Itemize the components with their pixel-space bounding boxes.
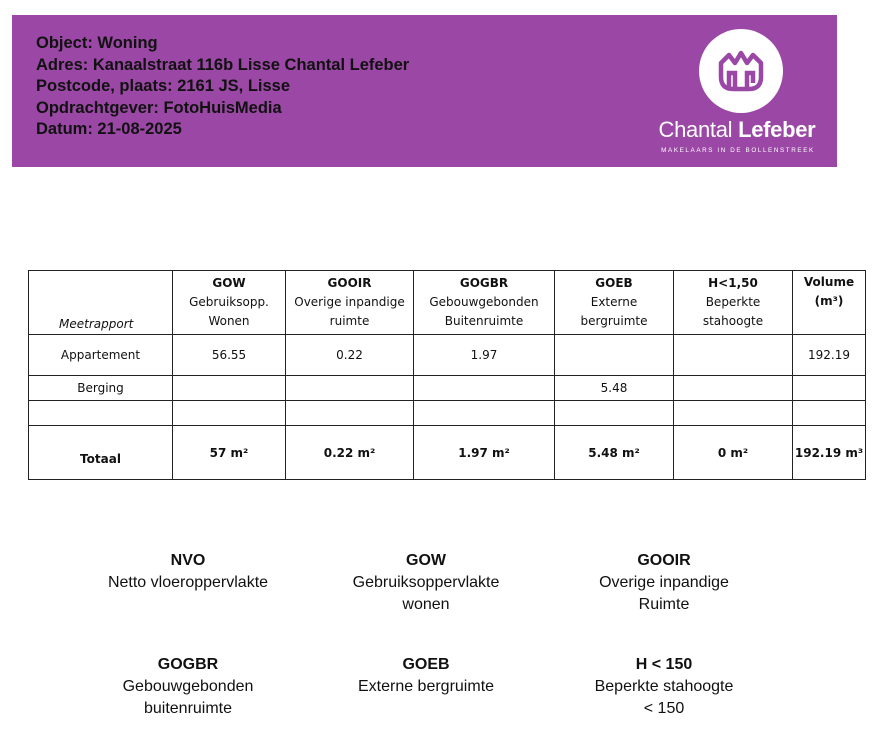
legend-item-gogbr: GOGBR Gebouwgebonden buitenruimte <box>122 656 254 717</box>
table-cell <box>173 376 286 401</box>
table-cell: 56.55 <box>173 335 286 376</box>
total-cell: 192.19 m³ <box>793 426 866 480</box>
legend-item-gow: GOW Gebruiksoppervlakte wonen <box>352 552 500 613</box>
report-header <box>12 15 837 167</box>
table-cell: 0.22 <box>286 335 414 376</box>
column-header: H<1,50 Beperkte stahoogte <box>674 271 793 335</box>
legend-item-gooir: GOOIR Overige inpandige Ruimte <box>599 552 729 613</box>
total-cell: 57 m² <box>173 426 286 480</box>
column-header: GOEB Externe bergruimte <box>555 271 674 335</box>
table-corner-label: Meetrapport <box>29 271 173 335</box>
header-opdrachtgever: Opdrachtgever: FotoHuisMedia <box>36 98 282 117</box>
table-cell <box>555 335 674 376</box>
measurement-table <box>28 270 866 480</box>
table-cell <box>793 376 866 401</box>
logo-wordmark <box>652 117 822 143</box>
row-label <box>29 401 173 426</box>
legend-item-nvo: NVO Netto vloeroppervlakte <box>107 552 269 591</box>
total-cell: 5.48 m² <box>555 426 674 480</box>
table-row <box>29 376 866 401</box>
total-label: Totaal <box>29 426 173 480</box>
table-header-row <box>29 271 866 335</box>
logo-name-bold: Lefeber <box>738 117 816 142</box>
table-cell: 5.48 <box>555 376 674 401</box>
logo-name-light: Chantal <box>658 117 733 142</box>
column-header: GOOIR Overige inpandige ruimte <box>286 271 414 335</box>
row-label: Appartement <box>29 335 173 376</box>
header-datum: Datum: 21-08-2025 <box>36 120 182 138</box>
total-cell: 0.22 m² <box>286 426 414 480</box>
column-header: GOGBR Gebouwgebonden Buitenruimte <box>414 271 555 335</box>
header-adres: Adres: Kanaalstraat 116b Lisse Chantal Lefeber <box>36 55 410 74</box>
table-cell <box>674 376 793 401</box>
table-cell <box>286 401 414 426</box>
table-cell <box>173 401 286 426</box>
column-header: GOW Gebruiksopp. Wonen <box>173 271 286 335</box>
table-cell <box>414 401 555 426</box>
row-label: Berging <box>29 376 173 401</box>
table-cell <box>674 335 793 376</box>
table-cell: 192.19 <box>793 335 866 376</box>
header-details <box>36 33 409 141</box>
legend-item-h150: H < 150 Beperkte stahoogte < 150 <box>594 656 734 717</box>
table-cell: 1.97 <box>414 335 555 376</box>
company-logo <box>652 29 822 159</box>
header-postcode: Postcode, plaats: 2161 JS, Lisse <box>36 77 291 95</box>
table-cell <box>414 376 555 401</box>
total-cell: 0 m² <box>674 426 793 480</box>
table-cell <box>555 401 674 426</box>
tulip-house-logo-icon <box>699 29 783 113</box>
header-object: Object: Woning <box>36 34 158 52</box>
total-cell: 1.97 m² <box>414 426 555 480</box>
legend-item-goeb: GOEB Externe bergruimte <box>357 656 495 695</box>
table-row <box>29 335 866 376</box>
table-cell <box>286 376 414 401</box>
table-cell <box>793 401 866 426</box>
column-header: Volume (m³) <box>793 271 866 335</box>
table-row <box>29 401 866 426</box>
table-cell <box>674 401 793 426</box>
table-total-row <box>29 426 866 480</box>
logo-tagline: MAKELAARS IN DE BOLLENSTREEK <box>661 147 815 154</box>
